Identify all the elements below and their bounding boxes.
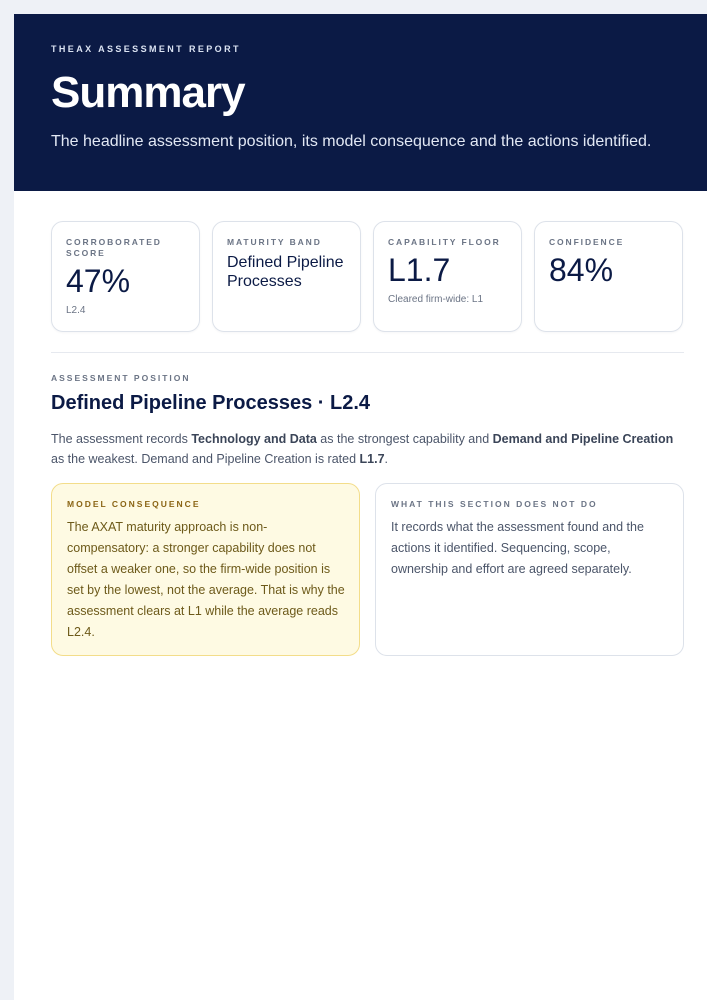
metric-note: Cleared firm-wide: L1: [388, 294, 484, 305]
callout-panels: [51, 483, 684, 656]
assessment-position-section: [51, 373, 684, 469]
metric-card-capability-floor: [373, 221, 522, 332]
weakest-capability: Demand and Pipeline Creation: [492, 432, 674, 446]
panel-label: MODEL CONSEQUENCE: [67, 499, 201, 509]
section-eyebrow: ASSESSMENT POSITION: [51, 373, 191, 383]
metric-value: 84%: [549, 252, 614, 288]
section-scope-panel: [375, 483, 684, 656]
panel-label: WHAT THIS SECTION DOES NOT DO: [391, 499, 598, 509]
metric-value: L1.7: [388, 252, 451, 288]
section-divider: [51, 352, 684, 353]
strongest-capability: Technology and Data: [191, 432, 317, 446]
model-consequence-panel: [51, 483, 360, 656]
panel-body: It records what the assessment found and the actions it identified. Sequencing, scope, ownership and effort are agreed separately.: [391, 520, 644, 576]
metric-cards: [51, 221, 684, 332]
page-subtitle: The headline assessment position, its model consequence and the actions identified.: [51, 133, 652, 150]
body-text: The assessment records: [51, 432, 192, 446]
metric-card-maturity-band: [212, 221, 361, 332]
body-text: as the strongest capability and: [316, 432, 493, 446]
metric-value: Defined Pipeline Processes: [227, 254, 344, 290]
metric-label: CONFIDENCE: [549, 237, 625, 247]
metric-label: CAPABILITY FLOOR: [388, 237, 501, 247]
report-eyebrow: THEAX ASSESSMENT REPORT: [51, 44, 241, 54]
section-body: [51, 429, 684, 469]
metric-note: L2.4: [66, 305, 86, 316]
report-page: [14, 14, 707, 1000]
metric-label: CORROBORATED SCORE: [66, 237, 162, 258]
page-title: Summary: [51, 68, 245, 117]
body-text: .: [384, 452, 389, 466]
body-text: as the weakest. Demand and Pipeline Creation is rated: [51, 452, 360, 466]
metric-label: MATURITY BAND: [227, 237, 322, 247]
metric-card-corroborated-score: [51, 221, 200, 332]
metric-card-confidence: [534, 221, 683, 332]
report-header: [14, 14, 707, 191]
capability-rating: L1.7: [359, 452, 385, 466]
panel-body: The AXAT maturity approach is non-compensatory: a stronger capability does not offset a weaker one, so the firm-wide position is set by the lowest, not the average. That is why the assessment clears at L1 while the average reads L2.4.: [67, 520, 345, 639]
metric-value: 47%: [66, 263, 131, 299]
section-title: Defined Pipeline Processes · L2.4: [51, 392, 371, 414]
